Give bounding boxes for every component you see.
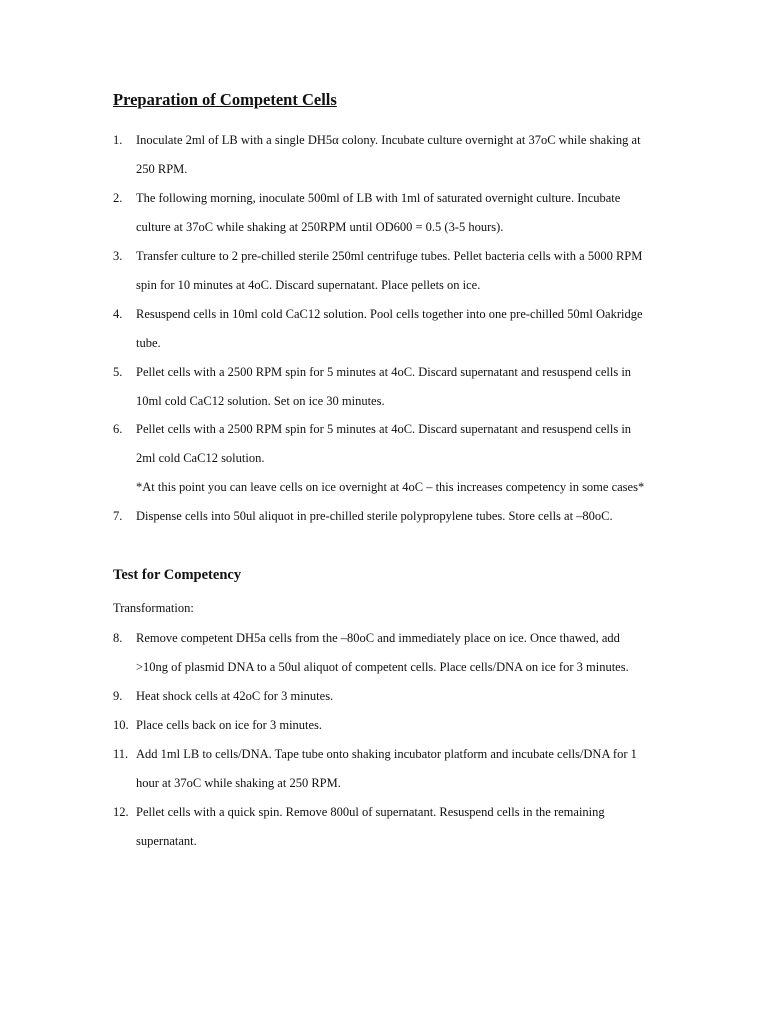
step-line: Resuspend cells in 10ml cold CaC12 solution. Pool cells together into one pre-chilled 50ml Oakridge (136, 307, 643, 321)
step-number: 12. (113, 805, 129, 819)
step-line: >10ng of plasmid DNA to a 50ul aliquot of competent cells. Place cells/DNA on ice for 3 minutes. (136, 660, 629, 674)
step-line: Inoculate 2ml of LB with a single DH5α colony. Incubate culture overnight at 37oC while shaking at (136, 133, 641, 147)
step-line: Pellet cells with a 2500 RPM spin for 5 minutes at 4oC. Discard supernatant and resuspend cells in (136, 365, 632, 379)
step-number: 4. (113, 307, 123, 321)
section-heading-test: Test for Competency (113, 567, 242, 583)
step-line: Remove competent DH5a cells from the –80oC and immediately place on ice. Once thawed, add (136, 631, 620, 645)
step-line: Pellet cells with a 2500 RPM spin for 5 minutes at 4oC. Discard supernatant and resuspend cells in (136, 422, 632, 436)
step-number: 7. (113, 509, 123, 523)
step-line: Pellet cells with a quick spin. Remove 800ul of supernatant. Resuspend cells in the remaining (136, 805, 605, 819)
step-number: 10. (113, 718, 129, 732)
step-line: 10ml cold CaC12 solution. Set on ice 30 minutes. (136, 394, 385, 408)
step-line: tube. (136, 336, 161, 350)
step-line: 250 RPM. (136, 162, 188, 176)
step-number: 2. (113, 191, 123, 205)
step-number: 9. (113, 689, 123, 703)
page-title: Preparation of Competent Cells (113, 90, 337, 109)
step-line: Heat shock cells at 42oC for 3 minutes. (136, 689, 334, 703)
step-line: Add 1ml LB to cells/DNA. Tape tube onto shaking incubator platform and incubate cells/DNA for 1 (136, 747, 637, 761)
step-line: 2ml cold CaC12 solution. (136, 451, 265, 465)
step-line: Dispense cells into 50ul aliquot in pre-chilled sterile polypropylene tubes. Store cells at –80oC. (136, 509, 613, 523)
step-number: 1. (113, 133, 123, 147)
step-number: 3. (113, 249, 123, 263)
step-line: Place cells back on ice for 3 minutes. (136, 718, 323, 732)
transformation-label: Transformation: (113, 601, 194, 615)
step-line: hour at 37oC while shaking at 250 RPM. (136, 776, 341, 790)
step-number: 8. (113, 631, 123, 645)
step-line: Transfer culture to 2 pre-chilled sterile 250ml centrifuge tubes. Pellet bacteria cells with a 5000 RPM (136, 249, 643, 263)
step-note: *At this point you can leave cells on ice overnight at 4oC – this increases competency in some cases* (136, 480, 645, 494)
step-number: 11. (113, 747, 129, 761)
step-number: 6. (113, 422, 123, 436)
step-line: supernatant. (136, 834, 197, 848)
step-line: The following morning, inoculate 500ml of LB with 1ml of saturated overnight culture. Incubate (136, 191, 621, 205)
step-line: spin for 10 minutes at 4oC. Discard supernatant. Place pellets on ice. (136, 278, 481, 292)
step-number: 5. (113, 365, 123, 379)
step-line: culture at 37oC while shaking at 250RPM until OD600 = 0.5 (3-5 hours). (136, 220, 504, 234)
